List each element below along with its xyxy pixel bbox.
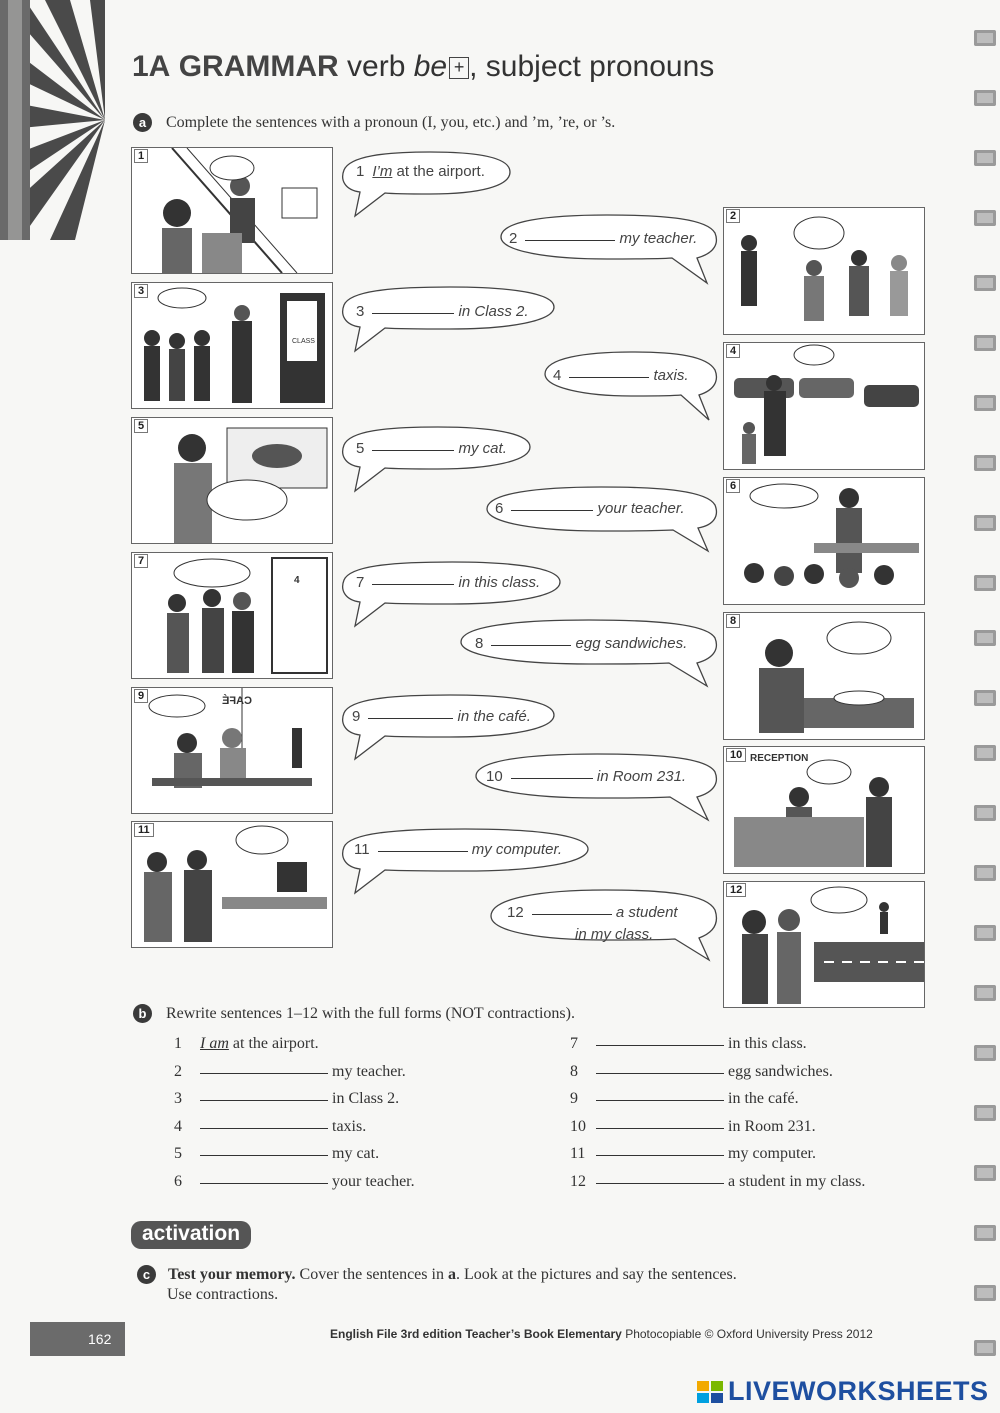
page-title xyxy=(132,50,714,84)
bubble-4: 4 taxis. xyxy=(541,350,721,425)
bubble-12: 12 a student in my class. xyxy=(487,888,721,963)
bubble-10: 10 in Room 231. xyxy=(472,752,721,824)
bubble-7: 7 in this class. xyxy=(340,560,565,630)
section-a-instruction: Complete the sentences with a pronoun (I, you, etc.) and ’m, ’re, or ’s. xyxy=(166,114,616,131)
section-c: c Test your memory. Cover the sentences in a. Look at the pictures and say the sentences. Use contractions. xyxy=(137,1265,917,1304)
picture-6: 6 xyxy=(723,477,925,605)
reception-sign-label: RECEPTION xyxy=(750,753,809,764)
picture-9: 9 CAFÉ xyxy=(131,687,333,814)
page-number: 162 xyxy=(88,1331,112,1347)
title-rest: , subject pronouns xyxy=(469,50,715,83)
sunburst-decoration xyxy=(0,0,105,240)
picture-10: 10 RECEPTION xyxy=(723,746,925,874)
section-c-badge: c xyxy=(137,1265,156,1284)
rewrite-row: 10 in Room 231. xyxy=(570,1118,816,1135)
section-a-badge: a xyxy=(133,113,152,132)
rewrite-row: 3 in Class 2. xyxy=(174,1090,400,1107)
bubble-5: 5 my cat. xyxy=(340,425,535,495)
bubble-11: 11 my computer. xyxy=(340,827,592,897)
rewrite-row: 5 my cat. xyxy=(174,1145,380,1162)
picture-4: 4 xyxy=(723,342,925,470)
picture-3: 3 CLASS 2 xyxy=(131,282,333,409)
rewrite-row: 8 egg sandwiches. xyxy=(570,1063,833,1080)
picture-1: 1 xyxy=(131,147,333,274)
rewrite-row: 6 your teacher. xyxy=(174,1173,415,1190)
binder-spine xyxy=(970,0,1000,1413)
section-b-header xyxy=(133,1004,575,1023)
section-a-header xyxy=(133,113,615,132)
rewrite-row: 7 in this class. xyxy=(570,1035,807,1052)
footer-credit: English File 3rd edition Teacher’s Book Elementary Photocopiable © Oxford University Press 2012 xyxy=(330,1327,873,1341)
liveworksheets-watermark[interactable]: LIVEWORKSHEETS xyxy=(728,1376,989,1406)
rewrite-row: 4 taxis. xyxy=(174,1118,367,1135)
door-number-label: 4 xyxy=(294,575,300,586)
rewrite-row: 11 my computer. xyxy=(570,1145,816,1162)
section-b-badge: b xyxy=(133,1004,152,1023)
bubble-3: 3 in Class 2. xyxy=(340,285,560,355)
bubble-2: 2 my teacher. xyxy=(497,213,722,288)
section-b-instruction: Rewrite sentences 1–12 with the full forms (NOT contractions). xyxy=(166,1005,575,1022)
picture-2: 2 xyxy=(723,207,925,335)
title-code: 1A xyxy=(132,50,171,83)
rewrite-row: 12 a student in my class. xyxy=(570,1173,866,1190)
picture-11: 11 xyxy=(131,821,333,948)
picture-12: 12 xyxy=(723,881,925,1008)
rewrite-row: 2 my teacher. xyxy=(174,1063,406,1080)
title-verb: verb xyxy=(347,50,406,83)
class-door-label: CLASS 2 xyxy=(292,338,321,345)
bubble-1: 1 I’m at the airport. xyxy=(340,150,515,220)
picture-7: 7 4 xyxy=(131,552,333,679)
title-be: be xyxy=(413,50,448,83)
activation-label: activation xyxy=(131,1221,251,1249)
plus-icon: + xyxy=(449,57,469,79)
bubble-6: 6 your teacher. xyxy=(483,485,721,555)
rewrite-row: 1 I am at the airport. xyxy=(174,1035,319,1052)
bubble-9: 9 in the café. xyxy=(340,693,558,763)
liveworksheets-logo-icon xyxy=(697,1381,723,1403)
rewrite-row: 9 in the café. xyxy=(570,1090,799,1107)
picture-5: 5 xyxy=(131,417,333,544)
cafe-sign-label: CAFÉ xyxy=(222,695,252,707)
bubble-8: 8 egg sandwiches. xyxy=(457,618,721,690)
picture-8: 8 xyxy=(723,612,925,740)
title-grammar: GRAMMAR xyxy=(178,50,339,83)
